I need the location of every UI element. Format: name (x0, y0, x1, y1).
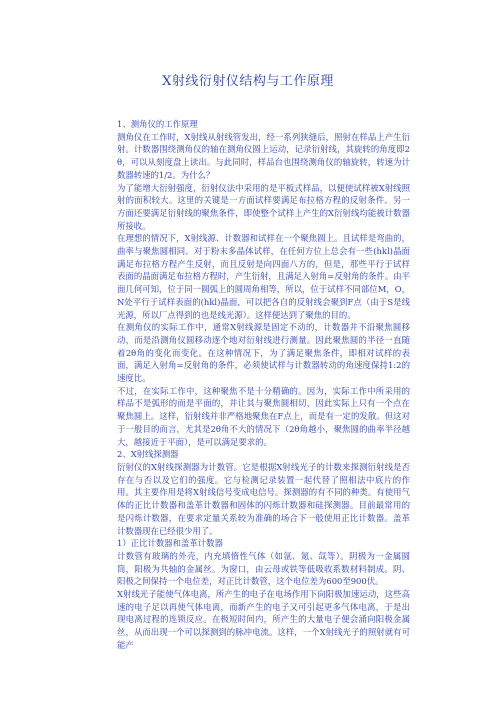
paragraph: 测角仪在工作时，X射线从射线管发出，经一系列狭缝后，照射在样品上产生衍射。计数器围绕测角仪的轴在测角仪圆上运动，记录衍射线，其旋转的角度即2θ，可以从刻度盘上读出。与此同时，样品台也围绕测角仪的轴旋转，转速为计数器转速的1/2。为什么？ (117, 131, 410, 180)
section-heading: 2、X射线探测器 (117, 449, 179, 460)
paragraph: 计数管有玻璃的外壳，内充填惰性气体（如氩、氪、氙等）。阴极为一金属圆筒，阳极为共轴的金属丝。为窗口，由云母或铁等低吸收系数材料制成。阴、阳极之间保持一个电位差，对正比计数管，这个电位差为600至900伏。 (117, 550, 410, 587)
document-body (117, 118, 410, 652)
paragraph: 为了能增大衍射强度，衍射仪法中采用的是平板式样品，以便使试样被X射线照射的面积较大。这里的关键是一方面试样要满足布拉格方程的反射条件。另一方面还要满足衍射线的聚焦条件，即使整个试样上产生的X衍射线均能被计数器所接收。 (117, 182, 410, 231)
paragraph: 不过，在实际工作中，这种聚焦不是十分精确的。因为，实际工作中所采用的样品不是弧形的而是平面的，并让其与聚焦圆相切，因此实际上只有一个点在聚焦圆上。这样，衍射线并非严格地聚焦在F点上，而是有一定的发散。但这对于一般目的而言，尤其是2θ角不大的情况下（2θ角越小，聚焦圆的曲率半径越大，越接近于平面），是可以满足要求的。 (117, 385, 410, 447)
paragraph: 在测角仪的实际工作中，通常X射线源是固定不动的，计数器并不沿聚焦圆移动，而是沿测角仪圆移动逐个地对衍射线进行测量。因此聚焦圆的半径一直随着2θ角的变化而变化。在这种情况下，为了满足聚焦条件，即相对试样的表面，满足入射角=反射角的条件，必须使试样与计数器转动的角速度保持1:2的速度比。 (117, 322, 410, 384)
subsection-heading: 1）正比计数器和盖革计数器 (117, 538, 223, 549)
paragraph: 衍射仪的X射线探测器为计数管。它是根据X射线光子的计数来探测衍射线是否存在与否以及它们的强度。它与检测记录装置一起代替了照相法中底片的作用。其主要作用是将X射线信号变成电信号。探测器的有不同的种类。有使用气体的正比计数器和盖革计数器和固体的闪烁计数器和硅探测器。目前最常用的是闪烁计数器，在要求定量关系较为准确的场合下一般使用正比计数器。盖革计数器现在已经很少用了。 (117, 461, 410, 536)
paragraph: X射线光子能使气体电离，所产生的电子在电场作用下向阳极加速运动，这些高速的电子足以再使气体电离，而新产生的电子又可引起更多气体电离，于是出现电离过程的连锁反应。在极短时间内，所产生的大量电子便会涌向阳极金属丝，从而出现一个可以探测到的脉冲电流。这样，一个X射线光子的照射就有可能产 (117, 589, 410, 650)
page-title: X射线衍射仪结构与工作原理 (162, 74, 334, 89)
paragraph: 在理想的情况下，X射线源、计数器和试样在一个聚焦圆上。且试样是弯曲的，曲率与聚焦圆相同。对于粉末多晶体试样，在任何方位上总会有一些(hkl)晶面满足布拉格方程产生反射，而且反射是向四面八方的，但是，那些平行于试样表面的晶面满足布拉格方程时，产生衍射，且满足入射角=反射角的条件。由平面几何可知，位于同一圆弧上的圆周角相等，所以，位于试样不同部位M，O，N处平行于试样表面的(hkl)晶面，可以把各自的反射线会聚到F点（由于S是线光源，所以厂点得到的也是线光源）。这样便达到了聚焦的目的。 (117, 233, 410, 320)
section-heading: 1、测角仪的工作原理 (117, 119, 198, 129)
